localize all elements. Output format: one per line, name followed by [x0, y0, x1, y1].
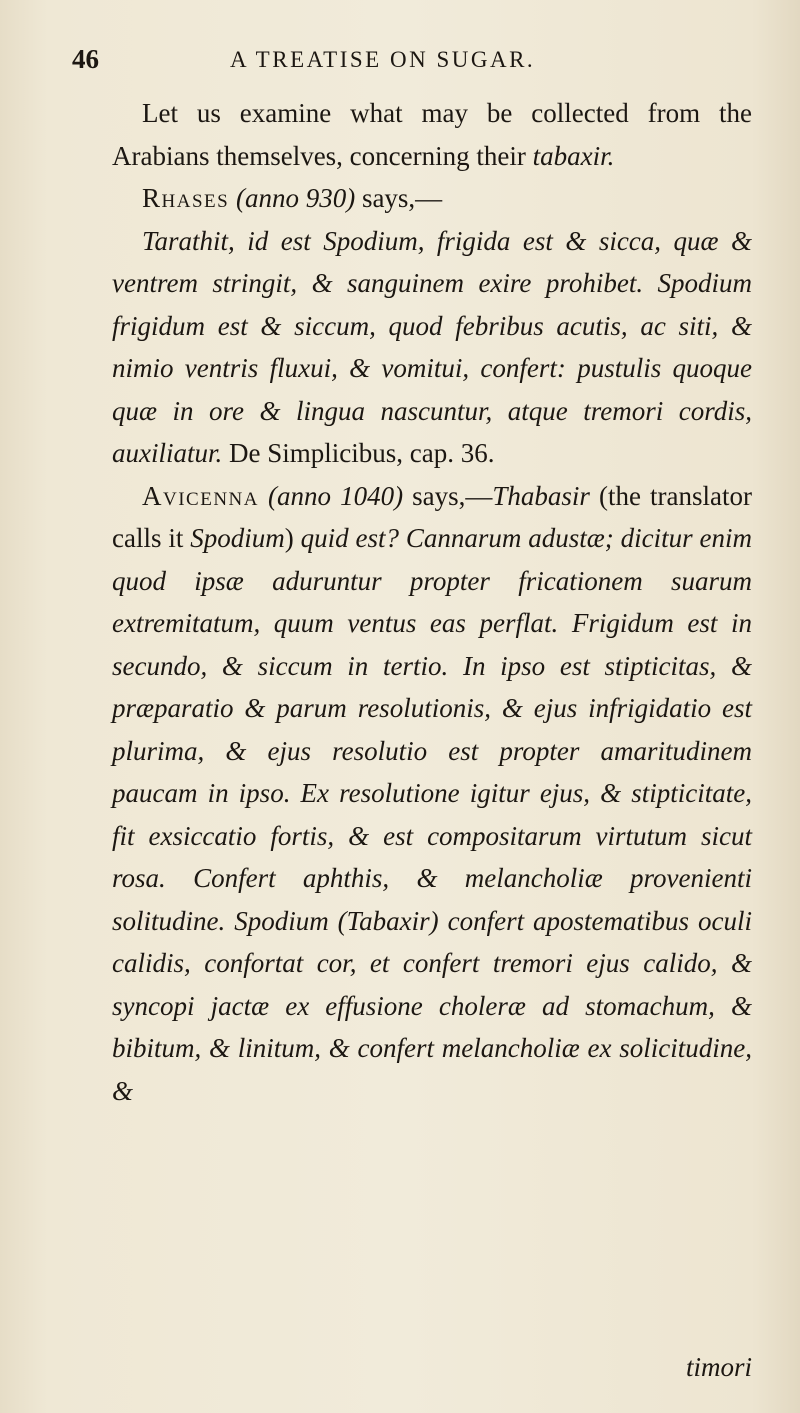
intro-term: tabaxir. [532, 140, 615, 171]
paragraph-intro [112, 92, 752, 177]
rhases-quote: Tarathit, id est Spodium, frigida est & sicca, quæ & ventrem stringit, & sanguinem exire prohibet. Spodium frigidum est & siccum, quod febribus acutis, ac siti, & nimio ventris fluxui, & vomitui, confert: pustulis quoque quæ in ore & lingua nascuntur, atque tremori cordis, auxiliatur. [112, 225, 752, 468]
page-header [72, 44, 752, 80]
translator-note-close: ) [284, 523, 301, 553]
rhases-year: (anno 930) [229, 183, 362, 213]
translator-note-open: (the translator calls it [112, 480, 752, 553]
avicenna-term: Thabasir [492, 480, 590, 511]
running-head: A TREATISE ON SUGAR. [230, 47, 536, 72]
page-number: 46 [72, 44, 99, 74]
translator-term: Spodium [190, 523, 285, 553]
catchword: timori [685, 1352, 752, 1382]
paragraph-rhases [112, 177, 752, 220]
rhases-says: says,— [361, 183, 443, 213]
paragraph-avicenna [112, 475, 752, 1113]
intro-text: Let us examine what may be collected from the Arabians themselves, concerning their [112, 98, 752, 171]
body-text [112, 92, 752, 1112]
avicenna-quote: quid est? Cannarum adustæ; dicitur enim quod ipsæ aduruntur propter fricationem suarum extremitatum, quum ventus eas perflat. Frigidum est in secundo, & siccum in tertio. In ipso est stipticitas, & præparatio & parum resolutionis, & ejus infrigidatio est plurima, & ejus resolutio est propter amaritudinem paucam in ipso. Ex resolutione igitur ejus, & stipticitate, fit exsiccatio fortis, & est compositarum virtutum sicut rosa. Confert aphthis, & melancholiæ provenienti solitudine. Spodium (Tabaxir) confert apostematibus oculi calidis, confortat cor, et confert tremori ejus calido, & syncopi jactæ ex effusione choleræ ad stomachum, & bibitum, & linitum, & confert melancholiæ ex solicitudine, & [112, 523, 753, 1106]
author-avicenna: Avicenna [142, 480, 259, 511]
avicenna-year: (anno 1040) [259, 480, 413, 511]
author-rhases: Rhases [142, 183, 230, 213]
avicenna-says: says,— [412, 480, 493, 511]
paragraph-rhases-quote [112, 220, 752, 475]
rhases-source: De Simplicibus, cap. 36. [222, 438, 495, 468]
